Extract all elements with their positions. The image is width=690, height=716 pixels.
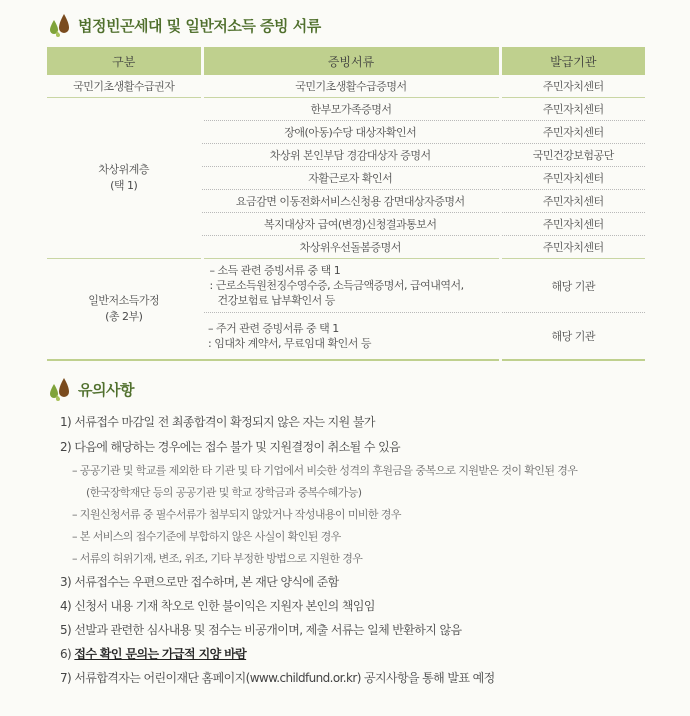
document-cell: 차상위우선돌봄증명서: [202, 236, 500, 259]
category-cell: 국민기초생활수급권자: [47, 75, 202, 98]
document-line: 건강보험료 납부확인서 등: [217, 294, 335, 307]
note-emphasis-text: 접수 확인 문의는 가급적 지양 바람: [74, 647, 247, 661]
document-cell: 장애(아동)수당 대상자확인서: [202, 121, 500, 144]
issuer-cell: 해당 기관: [500, 259, 645, 313]
note-subitem-continued: (한국장학재단 등의 공공기관 및 학교 장학금과 중복수혜가능): [86, 486, 362, 499]
issuer-cell: 주민자치센터: [500, 236, 645, 259]
water-drops-icon: [48, 376, 72, 402]
document-line: : 임대차 계약서, 무료임대 확인서 등: [208, 337, 371, 350]
issuer-cell: 국민건강보험공단: [500, 144, 645, 167]
issuer-cell: 주민자치센터: [500, 98, 645, 121]
section-title-text: 법정빈곤세대 및 일반저소득 증빙 서류: [78, 16, 321, 35]
document-cell-income: [202, 259, 500, 313]
documents-table: [47, 47, 645, 361]
table-row: [47, 259, 645, 313]
document-cell: 한부모가족증명서: [202, 98, 500, 121]
issuer-cell: 해당 기관: [500, 313, 645, 361]
document-line: – 소득 관련 증빙서류 중 택 1: [209, 264, 341, 277]
issuer-cell: 주민자치센터: [500, 190, 645, 213]
note-item: 4) 신청서 내용 기재 착오로 인한 불이익은 지원자 본인의 책임임: [60, 599, 375, 613]
document-cell: 요금감면 이동전화서비스신청용 감면대상자증명서: [202, 190, 500, 213]
note-item: 5) 선발과 관련한 심사내용 및 점수는 비공개이며, 제출 서류는 일체 반환하지 않음: [60, 623, 462, 637]
document-cell: 차상위 본인부담 경감대상자 증명서: [202, 144, 500, 167]
note-item: 1) 서류접수 마감일 전 최종합격이 확정되지 않은 자는 지원 불가: [60, 415, 375, 429]
note-subitem: – 지원신청서류 중 필수서류가 첨부되지 않았거나 작성내용이 미비한 경우: [72, 508, 401, 521]
category-sub: (총 2부): [105, 310, 143, 323]
section-title-notes: [48, 376, 134, 402]
category-name: 일반저소득가정: [88, 294, 160, 307]
section-title-text: 유의사항: [78, 380, 134, 399]
issuer-cell: 주민자치센터: [500, 75, 645, 98]
document-cell: 국민기초생활수급증명서: [202, 75, 500, 98]
issuer-cell: 주민자치센터: [500, 167, 645, 190]
issuer-cell: 주민자치센터: [500, 121, 645, 144]
note-item-emphasis: [60, 645, 246, 662]
column-header-category: 구분: [47, 47, 202, 75]
category-name: 차상위계층: [98, 163, 150, 176]
water-drops-icon: [48, 12, 72, 38]
category-cell-near-poverty: [47, 98, 202, 259]
category-sub: (택 1): [110, 179, 138, 192]
category-cell-low-income: [47, 259, 202, 361]
note-subitem: – 공공기관 및 학교를 제외한 타 기관 및 타 기업에서 비슷한 성격의 후원금을 중복으로 지원받은 것이 확인된 경우: [72, 464, 578, 477]
table-row: [47, 75, 645, 98]
table-header-row: [47, 47, 645, 75]
document-cell: 복지대상자 급여(변경)신청결과통보서: [202, 213, 500, 236]
column-header-document: 증빙서류: [202, 47, 500, 75]
note-number: 6): [60, 647, 75, 661]
note-subitem: – 본 서비스의 접수기준에 부합하지 않은 사실이 확인된 경우: [72, 530, 341, 543]
document-cell: 자활근로자 확인서: [202, 167, 500, 190]
note-subitem: – 서류의 허위기재, 변조, 위조, 기타 부정한 방법으로 지원한 경우: [72, 552, 363, 565]
document-cell-housing: [202, 313, 500, 361]
note-item: 7) 서류합격자는 어린이재단 홈페이지(www.childfund.or.kr) 공지사항을 통해 발표 예정: [60, 671, 495, 685]
column-header-issuer: 발급기관: [500, 47, 645, 75]
section-title-documents: [48, 12, 321, 38]
note-item: 3) 서류접수는 우편으로만 접수하며, 본 재단 양식에 준함: [60, 575, 339, 589]
table-row: [47, 98, 645, 121]
document-line: : 근로소득원천징수영수증, 소득금액증명서, 급여내역서,: [209, 279, 464, 292]
issuer-cell: 주민자치센터: [500, 213, 645, 236]
document-line: – 주거 관련 증빙서류 중 택 1: [208, 322, 339, 335]
note-item: 2) 다음에 해당하는 경우에는 접수 불가 및 지원결정이 취소될 수 있음: [60, 440, 401, 454]
